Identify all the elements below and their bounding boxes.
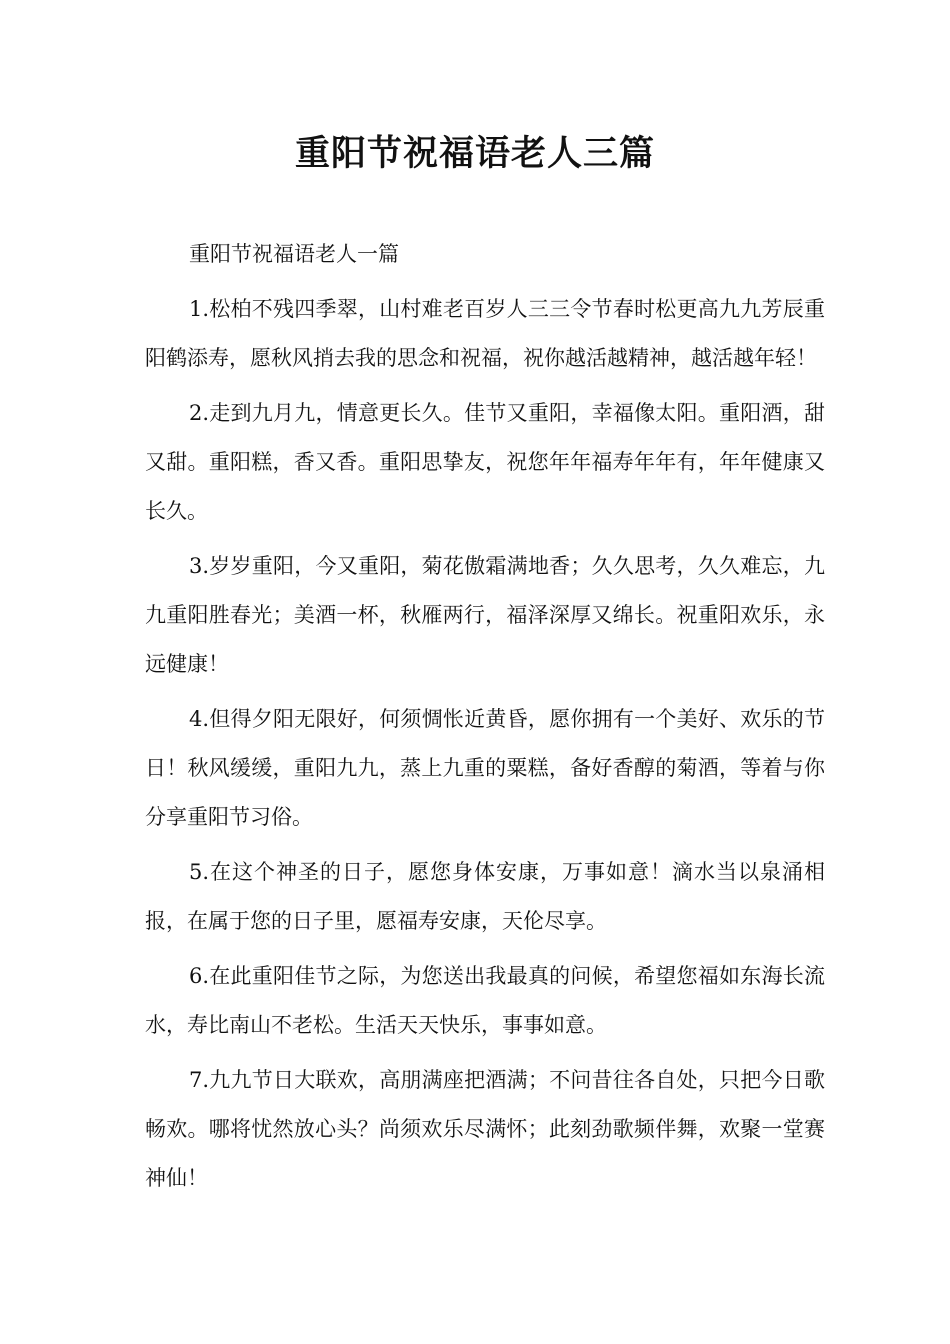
document-body — [145, 230, 825, 1209]
paragraph-2: 2.走到九月九，情意更长久。佳节又重阳，幸福像太阳。重阳酒，甜又甜。重阳糕，香又香。重阳思挚友，祝您年年福寿年年有，年年健康又长久。 — [145, 401, 825, 523]
paragraph-7: 7.九九节日大联欢，高朋满座把酒满；不问昔往各自处，只把今日歌畅欢。哪将忧然放心头？尚须欢乐尽满怀；此刻劲歌频伴舞，欢聚一堂赛神仙！ — [145, 1068, 825, 1190]
paragraph-4: 4.但得夕阳无限好，何须惆怅近黄昏，愿你拥有一个美好、欢乐的节日！秋风缓缓，重阳九九，蒸上九重的粟糕，备好香醇的菊酒，等着与你分享重阳节习俗。 — [145, 707, 825, 829]
paragraph-6: 6.在此重阳佳节之际，为您送出我最真的问候，希望您福如东海长流水，寿比南山不老松。生活天天快乐，事事如意。 — [145, 964, 825, 1037]
document-title: 重阳节祝福语老人三篇 — [294, 134, 655, 174]
section-heading: 重阳节祝福语老人一篇 — [189, 242, 399, 266]
paragraph-3: 3.岁岁重阳，今又重阳，菊花傲霜满地香；久久思考，久久难忘，九九重阳胜春光；美酒一杯，秋雁两行，福泽深厚又绵长。祝重阳欢乐，永远健康！ — [145, 554, 825, 676]
paragraph-1: 1.松柏不残四季翠，山村难老百岁人三三令节春时松更高九九芳辰重阳鹤添寿，愿秋风捎去我的思念和祝福，祝你越活越精神，越活越年轻！ — [145, 297, 825, 370]
paragraph-5: 5.在这个神圣的日子，愿您身体安康，万事如意！滴水当以泉涌相报，在属于您的日子里，愿福寿安康，天伦尽享。 — [145, 860, 825, 933]
